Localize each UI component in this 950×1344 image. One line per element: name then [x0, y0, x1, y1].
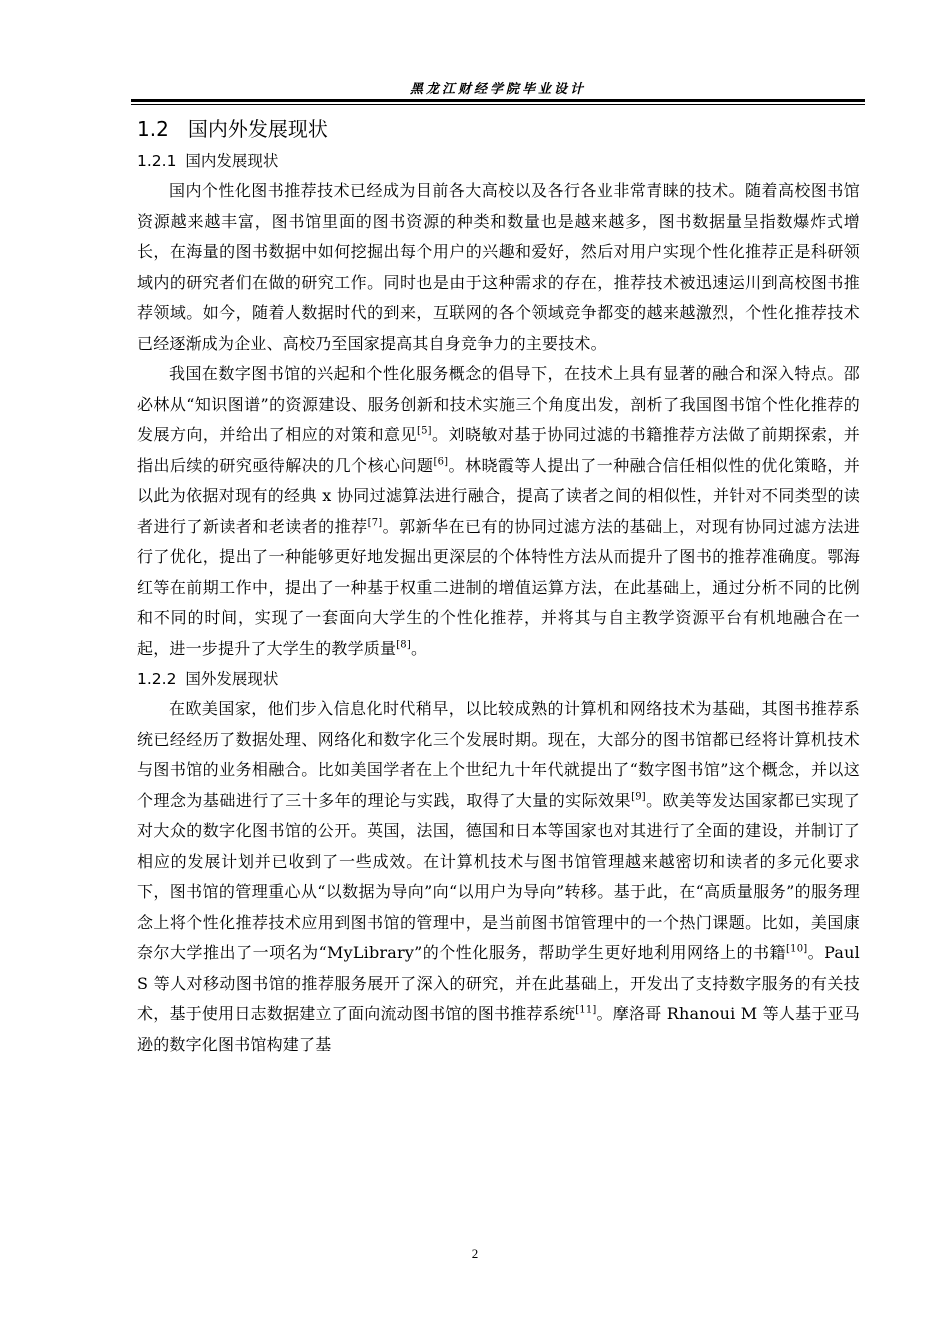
section-title: 国内外发展现状 [187, 117, 328, 141]
citation-ref: [9] [631, 791, 646, 803]
paragraph-text: 。郭新华在已有的协同过滤方法的基础上，对现有协同过滤方法进行了优化，提出了一种能够更好地发掘出更深层的个体特性方法从而提升了图书的推荐准确度。鄂海红等在前期工作中，提出了一种基于权重二进制的增值运算方法，在此基础上，通过分析不同的比例和不同的时间，实现了一套面向大学生的个性化推荐，并将其与自主教学资源平台有机地融合在一起，进一步提升了大学生的教学质量 [137, 516, 860, 658]
section-heading [137, 112, 860, 146]
paragraph-text: 我国在数字图书馆的兴起和个性化服务概念的倡导下，在技术上具有显著的融合和深入特点。邵必林从“知识图谱”的资源建设、服务创新和技术实施三个角度出发，剖析了我国图书馆个性化推荐的发展方向，并给出了相应的对策和意见 [137, 364, 860, 444]
citation-ref: [10] [786, 943, 808, 955]
paragraph-3 [137, 694, 860, 1060]
paragraph-1: 国内个性化图书推荐技术已经成为目前各大高校以及各行各业非常青睐的技术。随着高校图书馆资源越来越丰富，图书馆里面的图书资源的种类和数量也是越来越多，图书数据量呈指数爆炸式增长，在海量的图书数据中如何挖掘出每个用户的兴趣和爱好，然后对用户实现个性化推荐正是科研领域内的研究者们在做的研究工作。同时也是由于这种需求的存在，推荐技术被迅速运川到高校图书推荐领域。如今，随着人数据时代的到来，互联网的各个领域竞争都变的越来越激烈，个性化推荐技术已经逐渐成为企业、高校乃至国家提高其自身竞争力的主要技术。 [137, 181, 860, 353]
section-number: 1.2 [137, 117, 169, 141]
subsection-number: 1.2.1 [137, 152, 177, 170]
subsection-heading-domestic [137, 146, 860, 176]
subsection-title: 国内发展现状 [185, 152, 279, 170]
paragraph-text: 。摩洛哥 Rhanoui M 等人基于亚马逊的数字化图书馆构建了基 [137, 1004, 861, 1054]
subsection-number: 1.2.2 [137, 670, 177, 688]
subsection-heading-foreign [137, 664, 860, 694]
paragraph-text: 。刘晓敏对基于协同过滤的书籍推荐方法做了前期探索，并指出后续的研究亟待解决的几个核心问题 [137, 425, 860, 475]
page-body [137, 112, 860, 1060]
paragraph-text: 。Paul S 等人对移动图书馆的推荐服务展开了深入的研究，并在此基础上，开发出了支持数字服务的有关技术，基于使用日志数据建立了面向流动图书馆的图书推荐系统 [137, 943, 860, 1023]
citation-ref: [5] [417, 425, 432, 437]
paragraph-text: 在欧美国家，他们步入信息化时代稍早，以比较成熟的计算机和网络技术为基础，其图书推荐系统已经经历了数据处理、网络化和数字化三个发展时期。现在，大部分的图书馆都已经将计算机技术与图书馆的业务相融合。比如美国学者在上个世纪九十年代就提出了“数字图书馆”这个概念，并以这个理念为基础进行了三十多年的理论与实践，取得了大量的实际效果 [137, 699, 860, 810]
header-rule-thick [131, 99, 865, 102]
paragraph-text: 。 [410, 638, 428, 658]
paragraph-text: 。欧美等发达国家都已实现了对大众的数字化图书馆的公开。英国，法国，德国和日本等国家也对其进行了全面的建设，并制订了相应的发展计划并已收到了一些成效。在计算机技术与图书馆管理越来越密切和读者的多元化要求下，图书馆的管理重心从“以数据为导向”向“以用户为导向”转移。基于此，在“高质量服务”的服务理念上将个性化推荐技术应用到图书馆的管理中，是当前图书馆管理中的一个热门课题。比如，美国康奈尔大学推出了一项名为“MyLibrary”的个性化服务，帮助学生更好地利用网络上的书籍 [137, 790, 860, 962]
citation-ref: [8] [396, 639, 411, 651]
page-header: 黑龙江财经学院毕业设计 [409, 82, 586, 97]
subsection-title: 国外发展现状 [185, 670, 279, 688]
citation-ref: [7] [367, 517, 383, 529]
citation-ref: [11] [575, 1004, 597, 1016]
citation-ref: [6] [433, 456, 449, 468]
paragraph-text: 。林晓霞等人提出了一种融合信任相似性的优化策略，并以此为依据对现有的经典 x 协同过滤算法进行融合，提高了读者之间的相似性，并针对不同类型的读者进行了新读者和老读者的推荐 [137, 455, 860, 536]
page-number: 2 [471, 1246, 479, 1261]
paragraph-2 [137, 359, 860, 664]
header-rule-thin [131, 104, 865, 105]
